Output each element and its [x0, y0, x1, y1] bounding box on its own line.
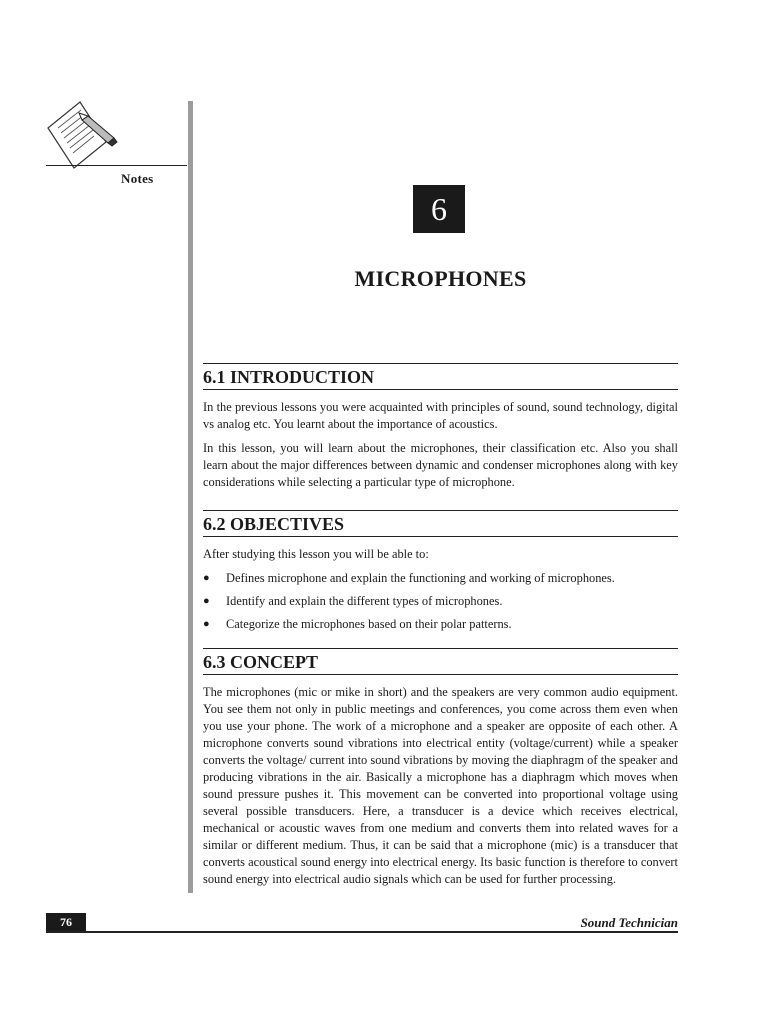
margin-bar [188, 101, 193, 893]
list-item: ● Categorize the microphones based on their polar patterns. [203, 617, 512, 631]
notes-icon [44, 98, 120, 170]
page-number: 76 [46, 913, 86, 932]
section-heading-introduction: 6.1 INTRODUCTION [203, 363, 678, 390]
concept-paragraph: The microphones (mic or mike in short) and the speakers are very common audio equipment. You see them not only in public meetings and conferences, you come across them even when you use your phone. The work of a microphone and a speaker are opposite of each other. A microphone converts sound vibrations into electrical entity (voltage/current) while a speaker converts the voltage/ current into sound vibrations by moving the diaphragm of the speaker and producing vibrations in the air. Basically a microphone has a diaphragm which moves when sound pressure pushes it. This movement can be converted into proportional voltage using several possible transducers. Here, a transducer is a device which receives electrical, mechanical or acoustic waves from one medium and converts them into related waves for a similar or different medium. Thus, it can be said that a microphone (mic) is a transducer that converts acoustical sound energy into electrical energy. Its basic function is therefore to convert sound energy into electrical audio signals which can be used for further processing. [203, 685, 678, 886]
section-introduction [203, 363, 678, 498]
chapter-title: MICROPHONES [354, 266, 527, 291]
section-objectives [203, 510, 678, 639]
bullet-icon: ● [203, 618, 210, 630]
intro-paragraph-2: In this lesson, you will learn about the microphones, their classification etc. Also you shall learn about the major differences between dynamic and condenser microphones along with key considerations while selecting a particular type of microphone. [203, 441, 678, 489]
chapter-number: 6 [431, 190, 447, 227]
notes-label: Notes [121, 171, 154, 186]
bullet-icon: ● [203, 595, 210, 607]
intro-paragraph-1: In the previous lessons you were acquainted with principles of sound, sound technology, digital vs analog etc. You learnt about the importance of acoustics. [203, 400, 678, 431]
list-item: ● Identify and explain the different types of microphones. [203, 594, 503, 608]
section-heading-concept: 6.3 CONCEPT [203, 648, 678, 675]
chapter-number-box [413, 185, 465, 233]
footer-rule [46, 931, 678, 933]
objectives-list [203, 570, 678, 633]
section-concept [203, 648, 678, 895]
list-item: ● Defines microphone and explain the functioning and working of microphones. [203, 571, 615, 585]
objectives-lead: After studying this lesson you will be able to: [203, 547, 429, 561]
bullet-icon: ● [203, 572, 210, 584]
footer-book-title: Sound Technician [580, 915, 678, 930]
section-heading-objectives: 6.2 OBJECTIVES [203, 510, 678, 537]
notes-divider [46, 165, 187, 166]
